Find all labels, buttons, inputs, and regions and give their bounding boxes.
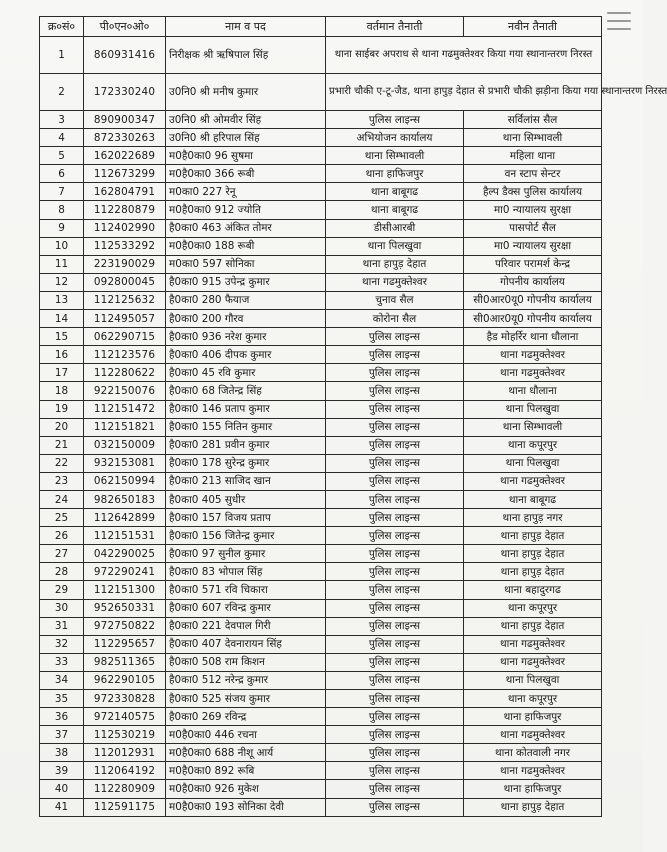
current-posting-cell: पुलिस लाइन्स [326, 472, 464, 490]
serial-cell: 26 [40, 527, 84, 545]
name-cell: है0का0 157 विजय प्रताप [166, 509, 326, 527]
serial-cell: 30 [40, 599, 84, 617]
name-cell: म0है0का0 366 रूबी [166, 165, 326, 183]
table-row [40, 472, 602, 490]
pno-cell: 952650331 [84, 599, 166, 617]
serial-cell: 24 [40, 490, 84, 508]
new-posting-cell: थाना हापुड़ देहात [464, 617, 602, 635]
pno-cell: 972330828 [84, 690, 166, 708]
current-posting-cell: थाना गढमुक्तेश्वर [326, 273, 464, 291]
pno-cell: 112151300 [84, 581, 166, 599]
pno-cell: 172330240 [84, 74, 166, 111]
pno-cell: 162022689 [84, 147, 166, 165]
new-posting-cell: थाना बहादुरगढ [464, 581, 602, 599]
table-row [40, 201, 602, 219]
pno-cell: 972140575 [84, 708, 166, 726]
current-posting-cell: पुलिस लाइन्स [326, 708, 464, 726]
table-row [40, 165, 602, 183]
name-cell: है0का0 155 नितिन कुमार [166, 418, 326, 436]
table-row [40, 454, 602, 472]
table-row [40, 671, 602, 689]
pno-cell: 112533292 [84, 237, 166, 255]
menu-icon[interactable] [607, 12, 631, 30]
table-row [40, 111, 602, 129]
transfer-table [39, 16, 667, 817]
new-posting-cell: थाना हापुड़ देहात [464, 527, 602, 545]
current-posting-cell: पुलिस लाइन्स [326, 690, 464, 708]
header-serial: क्र०सं० [40, 17, 84, 37]
new-posting-cell: थाना हापुड़ देहात [464, 798, 602, 816]
serial-cell: 40 [40, 780, 84, 798]
current-posting-cell: पुलिस लाइन्स [326, 382, 464, 400]
table-row [40, 690, 602, 708]
name-cell: है0का0 281 प्रवीन कुमार [166, 436, 326, 454]
serial-cell: 23 [40, 472, 84, 490]
current-posting-cell: डीसीआरबी [326, 219, 464, 237]
table-row [40, 581, 602, 599]
serial-cell: 35 [40, 690, 84, 708]
name-cell: है0का0 407 देवनारायन सिंह [166, 635, 326, 653]
serial-cell: 18 [40, 382, 84, 400]
new-posting-cell: थाना गढमुक्तेश्वर [464, 653, 602, 671]
serial-cell: 15 [40, 328, 84, 346]
name-cell: म0है0का0 912 ज्योति [166, 201, 326, 219]
table-row [40, 183, 602, 201]
table-row [40, 762, 602, 780]
table-row [40, 509, 602, 527]
pno-cell: 872330263 [84, 129, 166, 147]
table-row [40, 780, 602, 798]
pno-cell: 112280879 [84, 201, 166, 219]
serial-cell: 1 [40, 37, 84, 74]
table-row [40, 436, 602, 454]
new-posting-cell: थाना गढमुक्तेश्वर [464, 762, 602, 780]
name-cell: है0का0 280 फैयाज [166, 291, 326, 309]
current-posting-cell: पुलिस लाइन्स [326, 798, 464, 816]
table-row [40, 328, 602, 346]
serial-cell: 17 [40, 364, 84, 382]
new-posting-cell: थाना बाबूगढ [464, 490, 602, 508]
current-posting-cell: पुलिस लाइन्स [326, 509, 464, 527]
new-posting-cell: थाना सिम्भावली [464, 129, 602, 147]
table-row [40, 617, 602, 635]
table-row [40, 599, 602, 617]
name-cell: है0का0 156 जितेन्द्र कुमार [166, 527, 326, 545]
table-row [40, 400, 602, 418]
serial-cell: 41 [40, 798, 84, 816]
name-cell: म0है0का0 892 रूबि [166, 762, 326, 780]
new-posting-cell: थाना कपूरपुर [464, 436, 602, 454]
serial-cell: 4 [40, 129, 84, 147]
current-posting-cell: पुलिस लाइन्स [326, 780, 464, 798]
new-posting-cell: थाना गढमुक्तेश्वर [464, 364, 602, 382]
name-cell: है0का0 200 गौरव [166, 310, 326, 328]
pno-cell: 112280909 [84, 780, 166, 798]
header-row [40, 17, 602, 37]
serial-cell: 11 [40, 255, 84, 273]
table-row [40, 364, 602, 382]
pno-cell: 112673299 [84, 165, 166, 183]
new-posting-cell: थाना कोतवाली नगर [464, 744, 602, 762]
name-cell: म0है0का0 688 नीशू आर्य [166, 744, 326, 762]
pno-cell: 972750822 [84, 617, 166, 635]
table-row [40, 147, 602, 165]
pno-cell: 112402990 [84, 219, 166, 237]
name-cell: है0का0 405 सुधीर [166, 490, 326, 508]
new-posting-cell: वन स्टाप सेन्टर [464, 165, 602, 183]
pno-cell: 112064192 [84, 762, 166, 780]
new-posting-cell: थाना हापुड़ देहात [464, 545, 602, 563]
new-posting-cell: थाना पिलखुवा [464, 671, 602, 689]
name-cell: है0का0 178 सुरेन्द्र कुमार [166, 454, 326, 472]
new-posting-cell: थाना सिम्भावली [464, 418, 602, 436]
serial-cell: 9 [40, 219, 84, 237]
menu-icon-bar [607, 20, 631, 22]
name-cell: है0का0 221 देवपाल गिरी [166, 617, 326, 635]
pno-cell: 112295657 [84, 635, 166, 653]
name-cell: म0है0का0 193 सोनिका देवी [166, 798, 326, 816]
pno-cell: 042290025 [84, 545, 166, 563]
pno-cell: 932153081 [84, 454, 166, 472]
name-cell: है0का0 463 अंकित तोमर [166, 219, 326, 237]
serial-cell: 31 [40, 617, 84, 635]
current-posting-cell: थाना सिम्भावली [326, 147, 464, 165]
new-posting-cell: सर्विलांस सैल [464, 111, 602, 129]
current-posting-cell: थाना बाबूगढ [326, 201, 464, 219]
name-cell: है0का0 406 दीपक कुमार [166, 346, 326, 364]
serial-cell: 13 [40, 291, 84, 309]
current-posting-cell: पुलिस लाइन्स [326, 635, 464, 653]
current-posting-cell: थाना हापुड़ देहात [326, 255, 464, 273]
current-posting-cell: पुलिस लाइन्स [326, 563, 464, 581]
new-posting-cell: थाना कपूरपुर [464, 599, 602, 617]
current-posting-cell: थाना पिलखुवा [326, 237, 464, 255]
serial-cell: 29 [40, 581, 84, 599]
name-cell: म0का0 597 सोनिका [166, 255, 326, 273]
new-posting-cell: परिवार परामर्श केन्द्र [464, 255, 602, 273]
new-posting-cell: मा0 न्यायालय सुरक्षा [464, 201, 602, 219]
current-posting-cell: पुलिस लाइन्स [326, 581, 464, 599]
pno-cell: 112012931 [84, 744, 166, 762]
current-posting-cell: पुलिस लाइन्स [326, 671, 464, 689]
current-posting-cell: अभियोजन कार्यालय [326, 129, 464, 147]
current-posting-cell: कोरोना सैल [326, 310, 464, 328]
new-posting-cell: थाना पिलखुवा [464, 454, 602, 472]
current-posting-cell: पुलिस लाइन्स [326, 726, 464, 744]
pno-cell: 112151472 [84, 400, 166, 418]
new-posting-cell: थाना पिलखुवा [464, 400, 602, 418]
name-cell: म0है0का0 96 सुषमा [166, 147, 326, 165]
new-posting-cell: गोपनीय कार्यालय [464, 273, 602, 291]
new-posting-cell: थाना धौलाना [464, 382, 602, 400]
name-cell: है0का0 146 प्रताप कुमार [166, 400, 326, 418]
name-cell: है0का0 45 रवि कुमार [166, 364, 326, 382]
name-cell: है0का0 97 सुनील कुमार [166, 545, 326, 563]
serial-cell: 36 [40, 708, 84, 726]
pno-cell: 112530219 [84, 726, 166, 744]
pno-cell: 062290715 [84, 328, 166, 346]
table-row [40, 418, 602, 436]
new-posting-cell: सी0आर0यू0 गोपनीय कार्यालय [464, 291, 602, 309]
pno-cell: 922150076 [84, 382, 166, 400]
current-posting-cell: पुलिस लाइन्स [326, 400, 464, 418]
serial-cell: 39 [40, 762, 84, 780]
header-name: नाम व पद [166, 17, 326, 37]
pno-cell: 223190029 [84, 255, 166, 273]
table-row [40, 255, 602, 273]
table-row [40, 237, 602, 255]
name-cell: है0का0 508 राम किशन [166, 653, 326, 671]
pno-cell: 162804791 [84, 183, 166, 201]
name-cell: है0का0 512 नरेन्द्र कुमार [166, 671, 326, 689]
current-posting-cell: पुलिस लाइन्स [326, 762, 464, 780]
pno-cell: 112495057 [84, 310, 166, 328]
new-posting-cell: मा0 न्यायालय सुरक्षा [464, 237, 602, 255]
current-posting-cell: पुलिस लाइन्स [326, 653, 464, 671]
serial-cell: 2 [40, 74, 84, 111]
table-row [40, 635, 602, 653]
new-posting-cell: सी0आर0यू0 गोपनीय कार्यालय [464, 310, 602, 328]
table-row [40, 129, 602, 147]
pno-cell: 972290241 [84, 563, 166, 581]
new-posting-cell: थाना हाफिजपुर [464, 708, 602, 726]
menu-icon-bar [607, 28, 631, 30]
pno-cell: 112151821 [84, 418, 166, 436]
serial-cell: 14 [40, 310, 84, 328]
table-row [40, 726, 602, 744]
name-cell: है0का0 607 रविन्द्र कुमार [166, 599, 326, 617]
new-posting-cell: थाना गढमुक्तेश्वर [464, 726, 602, 744]
table-row [40, 798, 602, 816]
serial-cell: 16 [40, 346, 84, 364]
current-posting-cell: थाना हाफिजपुर [326, 165, 464, 183]
pno-cell: 112125632 [84, 291, 166, 309]
header-new-posting: नवीन तैनाती [464, 17, 602, 37]
name-cell: म0है0का0 446 रचना [166, 726, 326, 744]
serial-cell: 25 [40, 509, 84, 527]
serial-cell: 38 [40, 744, 84, 762]
header-current-posting: वर्तमान तैनाती [326, 17, 464, 37]
serial-cell: 19 [40, 400, 84, 418]
serial-cell: 28 [40, 563, 84, 581]
table-row [40, 744, 602, 762]
table-row [40, 219, 602, 237]
header-pno: पी०एन०ओ० [84, 17, 166, 37]
pno-cell: 032150009 [84, 436, 166, 454]
serial-cell: 5 [40, 147, 84, 165]
current-posting-cell: चुनाव सैल [326, 291, 464, 309]
name-cell: है0का0 83 भोपाल सिंह [166, 563, 326, 581]
table-row [40, 563, 602, 581]
new-posting-cell: थाना हाफिजपुर [464, 780, 602, 798]
name-cell: उ0नि0 श्री हरिपाल सिंह [166, 129, 326, 147]
current-posting-cell: पुलिस लाइन्स [326, 346, 464, 364]
new-posting-cell: थाना कपूरपुर [464, 690, 602, 708]
current-posting-cell: पुलिस लाइन्स [326, 527, 464, 545]
serial-cell: 6 [40, 165, 84, 183]
table-row [40, 273, 602, 291]
name-cell: है0का0 936 नरेश कुमार [166, 328, 326, 346]
serial-cell: 10 [40, 237, 84, 255]
current-posting-cell: पुलिस लाइन्स [326, 454, 464, 472]
serial-cell: 7 [40, 183, 84, 201]
new-posting-cell: पासपोर्ट सैल [464, 219, 602, 237]
serial-cell: 12 [40, 273, 84, 291]
serial-cell: 34 [40, 671, 84, 689]
name-cell: है0का0 68 जितेन्द्र सिंह [166, 382, 326, 400]
current-posting-cell: पुलिस लाइन्स [326, 617, 464, 635]
menu-icon-bar [607, 12, 631, 14]
table-row [40, 490, 602, 508]
name-cell: है0का0 915 उपेन्द्र कुमार [166, 273, 326, 291]
new-posting-cell: हैड मोहर्रिर थाना धौलाना [464, 328, 602, 346]
current-posting-cell: पुलिस लाइन्स [326, 490, 464, 508]
table-row [40, 653, 602, 671]
serial-cell: 27 [40, 545, 84, 563]
new-posting-cell: थाना गढमुक्तेश्वर [464, 635, 602, 653]
current-posting-cell: पुलिस लाइन्स [326, 364, 464, 382]
current-posting-cell: पुलिस लाइन्स [326, 418, 464, 436]
pno-cell: 112151531 [84, 527, 166, 545]
merged-note-cell: प्रभारी चौकी ए-टू-जैड, थाना हापुड़ देहात से प्रभारी चौकी झड़ीना किया गया स्थानान्तरण निरस्त [326, 74, 602, 111]
table-row [40, 545, 602, 563]
pno-cell: 982650183 [84, 490, 166, 508]
serial-cell: 8 [40, 201, 84, 219]
current-posting-cell: पुलिस लाइन्स [326, 744, 464, 762]
pno-cell: 112591175 [84, 798, 166, 816]
pno-cell: 092800045 [84, 273, 166, 291]
current-posting-cell: थाना बाबूगढ [326, 183, 464, 201]
name-cell: निरीक्षक श्री ऋषिपाल सिंह [166, 37, 326, 74]
pno-cell: 982511365 [84, 653, 166, 671]
table-row [40, 37, 602, 74]
pno-cell: 112642899 [84, 509, 166, 527]
new-posting-cell: थाना गढमुक्तेश्वर [464, 472, 602, 490]
pno-cell: 062150994 [84, 472, 166, 490]
pno-cell: 112280622 [84, 364, 166, 382]
table-body [40, 37, 667, 817]
serial-cell: 22 [40, 454, 84, 472]
table-row [40, 310, 602, 328]
table-row [40, 382, 602, 400]
new-posting-cell: थाना गढमुक्तेश्वर [464, 346, 602, 364]
current-posting-cell: पुलिस लाइन्स [326, 328, 464, 346]
table-row [40, 527, 602, 545]
name-cell: है0का0 525 संजय कुमार [166, 690, 326, 708]
new-posting-cell: थाना हापुड़ देहात [464, 563, 602, 581]
name-cell: उ0नि0 श्री ओमवीर सिंह [166, 111, 326, 129]
name-cell: उ0नि0 श्री मनीष कुमार [166, 74, 326, 111]
name-cell: है0का0 571 रवि चिकारा [166, 581, 326, 599]
table-row [40, 74, 602, 111]
table-row [40, 346, 602, 364]
pno-cell: 962290105 [84, 671, 166, 689]
new-posting-cell: थाना हापुड़ नगर [464, 509, 602, 527]
merged-note-cell: थाना साईबर अपराध से थाना गढमुक्तेश्वर किया गया स्थानान्तरण निरस्त [326, 37, 602, 74]
name-cell: म0है0का0 926 मुकेश [166, 780, 326, 798]
current-posting-cell: पुलिस लाइन्स [326, 436, 464, 454]
new-posting-cell: महिला थाना [464, 147, 602, 165]
name-cell: म0का0 227 रेनू [166, 183, 326, 201]
name-cell: म0है0का0 188 रूबी [166, 237, 326, 255]
serial-cell: 21 [40, 436, 84, 454]
table-row [40, 291, 602, 309]
new-posting-cell: हैल्प डैक्स पुलिस कार्यालय [464, 183, 602, 201]
current-posting-cell: पुलिस लाइन्स [326, 545, 464, 563]
table-row [40, 708, 602, 726]
pno-cell: 860931416 [84, 37, 166, 74]
serial-cell: 20 [40, 418, 84, 436]
pno-cell: 890900347 [84, 111, 166, 129]
serial-cell: 33 [40, 653, 84, 671]
current-posting-cell: पुलिस लाइन्स [326, 111, 464, 129]
serial-cell: 32 [40, 635, 84, 653]
serial-cell: 3 [40, 111, 84, 129]
serial-cell: 37 [40, 726, 84, 744]
name-cell: है0का0 213 साजिद खान [166, 472, 326, 490]
pno-cell: 112123576 [84, 346, 166, 364]
name-cell: है0का0 269 रविन्द्र [166, 708, 326, 726]
current-posting-cell: पुलिस लाइन्स [326, 599, 464, 617]
